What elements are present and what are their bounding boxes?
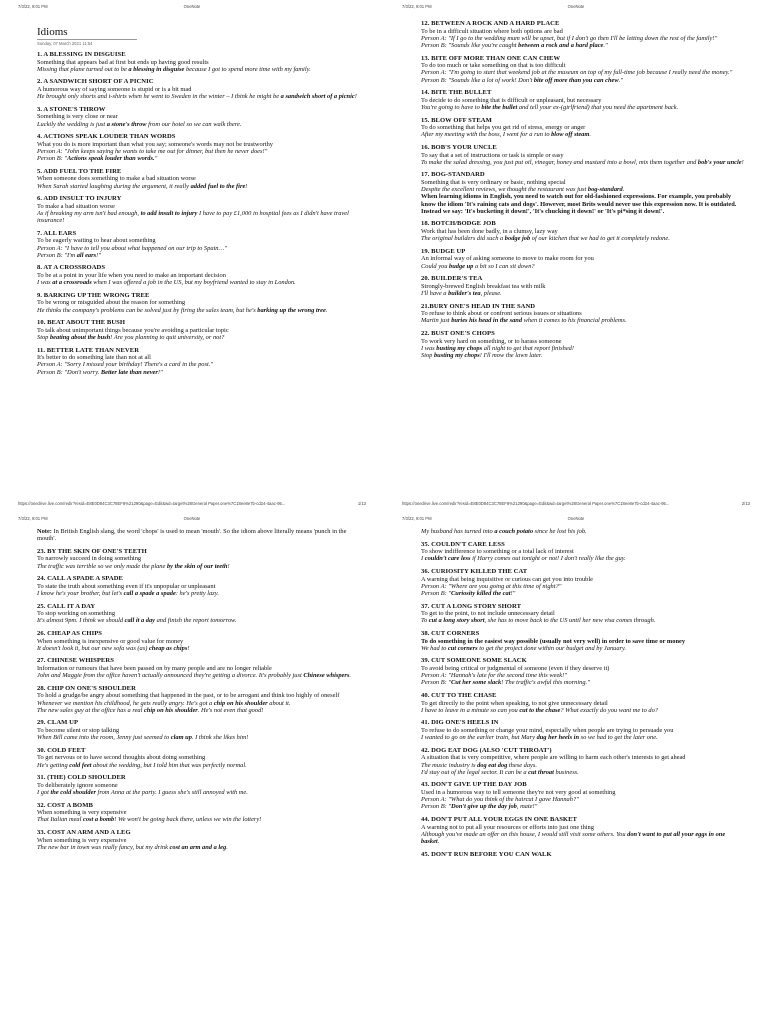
- idiom-entry: [421, 781, 744, 810]
- idiom-definition: It's better to do something late than not at all: [37, 354, 151, 362]
- idiom-example: After my meeting with the boss, I went for a run to blow off steam.: [421, 131, 591, 139]
- header-app-name: OneNote: [183, 516, 201, 521]
- idiom-example: You're going to have to bite the bullet and tell your ex-(girlfriend) that you need the apartment back.: [421, 103, 679, 111]
- idiom-definition: To be at a point in your life when you need to make an important decision: [37, 271, 226, 279]
- idiom-example: It's almost 9pm. I think we should call it a day and finish the report tomorrow.: [37, 617, 237, 625]
- idiom-definition: To decide to do something that is difficult or unpleasant, but necessary: [421, 96, 602, 104]
- idiom-entry: [37, 829, 360, 851]
- idiom-entry: [37, 347, 360, 376]
- idiom-definition: To deliberately ignore someone: [37, 781, 118, 789]
- title-divider: [37, 39, 137, 40]
- idiom-example: I got the cold shoulder from Anna at the party. I guess she's still annoyed with me.: [37, 788, 248, 796]
- idiom-list: [421, 20, 744, 359]
- idiom-example: I couldn't care less if Harry comes out tonight or not! I don't really like the guy.: [421, 555, 626, 563]
- idiom-entry: [37, 657, 360, 679]
- idiom-definition: To narrowly succeed in doing something: [37, 555, 142, 563]
- idiom-example: When Sarah started laughing during the argument, it really added fuel to the fire!: [37, 182, 248, 190]
- idiom-heading: 14. BITE THE BULLET: [421, 89, 492, 97]
- idiom-definition: To refuse to do something or change your mind, especially when people are trying to persuade you: [421, 726, 674, 734]
- note-paragraph: [37, 528, 360, 542]
- idiom-heading: 12. BETWEEN A ROCK AND A HARD PLACE: [421, 20, 560, 27]
- idiom-definition: Information or rumours that have been passed on by many people and are no longer reliable: [37, 664, 272, 672]
- idiom-example: Although you've made an offer on this house, I would still visit some others. You don't want to put all your eggs in one basket.: [421, 830, 726, 845]
- idiom-entry: [421, 303, 744, 325]
- idiom-entry: [421, 248, 744, 270]
- idiom-entry: [421, 747, 744, 776]
- idiom-definition: To state the truth about something even if it's unpopular or unpleasant: [37, 582, 216, 590]
- idiom-heading: 15. BLOW OFF STEAM: [421, 116, 492, 124]
- idiom-heading: 43. DON'T GIVE UP THE DAY JOB: [421, 781, 527, 789]
- idiom-example: The music industry is dog eat dog these days. I'd stay out of the legal sector. It can be a cut throat business.: [421, 761, 579, 776]
- note-text: In British English slang, the word 'chops' is used to mean 'mouth'. So the idiom above literally means 'punch in the mouth'.: [37, 528, 347, 543]
- idiom-entry: [421, 20, 744, 49]
- idiom-definition: To do something in the easiest way possible (usually not very well) in order to save time or money: [421, 637, 686, 645]
- idiom-definition: When something is inexpensive or good value for money: [37, 637, 184, 645]
- idiom-example: Person A: "If I go to the wedding mum will be upset, but if I don't go then I'll be letting down the rest of the family!" Person B: "Sounds like you're caught between a rock and a hard place.": [421, 34, 718, 49]
- idiom-heading: 42. DOG EAT DOG (ALSO 'CUT THROAT'): [421, 746, 552, 754]
- idiom-entry: [37, 719, 360, 741]
- idiom-heading: 32. COST A BOMB: [37, 801, 93, 809]
- idiom-example: Person A: "I have to tell you about what happened on our trip to Spain…" Person B: "I'm all ears!": [37, 244, 227, 259]
- header-app-name: OneNote: [567, 516, 585, 521]
- idiom-entry: [37, 133, 360, 162]
- idiom-heading: 38. CUT CORNERS: [421, 629, 480, 637]
- idiom-entry: [37, 106, 360, 128]
- idiom-heading: 35. COULDN'T CARE LESS: [421, 540, 505, 548]
- idiom-entry: [37, 548, 360, 570]
- idiom-entry: [37, 319, 360, 341]
- idiom-definition: A humorous way of saying someone is stupid or is a bit mad: [37, 85, 192, 93]
- idiom-definition: To get to the point, to not include unnecessary detail: [421, 610, 555, 618]
- idiom-entry: [421, 719, 744, 741]
- document-page-1: [0, 0, 384, 512]
- idiom-heading: 40. CUT TO THE CHASE: [421, 691, 497, 699]
- idiom-entry: [37, 774, 360, 796]
- idiom-entry: [37, 168, 360, 190]
- idiom-list: [421, 528, 744, 858]
- idiom-example: That Italian meal cost a bomb! We won't be going back there, unless we win the lottery!: [37, 816, 262, 824]
- idiom-heading: 22. BUST ONE'S CHOPS: [421, 329, 495, 337]
- idiom-definition: To get nervous or to have second thoughts about doing something: [37, 754, 206, 762]
- idiom-list: [37, 528, 360, 851]
- idiom-entry: [37, 51, 360, 73]
- idiom-definition: Used in a humorous way to tell someone they're not very good at something: [421, 788, 616, 796]
- idiom-example: He thinks the company's problems can be solved just by firing the sales team, but he's barking up the wrong tree.: [37, 306, 328, 314]
- idiom-definition: Something that appears bad at first but ends up having good results: [37, 58, 209, 66]
- idiom-heading: 6. ADD INSULT TO INJURY: [37, 195, 122, 203]
- idiom-entry: [37, 630, 360, 652]
- idiom-entry: [37, 78, 360, 100]
- idiom-example: I'll have a builder's tea, please.: [421, 289, 502, 297]
- idiom-example: As if breaking my arm isn't bad enough, to add insult to injury I have to pay £1,000 in hospital fees as I didn't have travel insurance!: [37, 209, 349, 225]
- idiom-example: We had to cut corners to get the project done within our budget and by January.: [421, 644, 627, 652]
- idiom-definition: A warning not to put all your resources or efforts into just one thing: [421, 823, 594, 831]
- idiom-heading: 17. BOG-STANDARD: [421, 171, 485, 179]
- page-date: Sunday, 07 March 2021 11:54: [37, 41, 93, 46]
- document-page-2: [384, 0, 768, 512]
- page-footer: [18, 501, 366, 507]
- idiom-example: My husband has turned into a couch potato since he lost his job.: [421, 528, 587, 535]
- document-page-4: [384, 512, 768, 1024]
- idiom-entry: [37, 747, 360, 769]
- header-datetime: 7/3/22, 9:01 PM: [18, 4, 48, 9]
- idiom-list: [37, 51, 360, 376]
- header-app-name: OneNote: [183, 4, 201, 9]
- idiom-definition: Something is very close or near: [37, 113, 118, 121]
- idiom-entry: [421, 144, 744, 166]
- page-footer: [402, 501, 750, 507]
- idiom-example: The new bar in town was really fancy, but my drink cost an arm and a leg.: [37, 843, 228, 851]
- page-header: [402, 4, 750, 10]
- idiom-definition: A situation that is very competitive, where people are willing to harm each other's interests to get ahead: [421, 754, 686, 762]
- page-title: Idioms: [37, 26, 68, 38]
- idiom-entry: [421, 55, 744, 84]
- idiom-heading: 30. COLD FEET: [37, 746, 86, 754]
- idiom-example: Person A: "Hannah's late for the second time this week!" Person B: "Cut her some slack! The traffic's awful this morning.": [421, 672, 590, 687]
- footer-page-number: 1/13: [357, 501, 366, 506]
- idiom-heading: 39. CUT SOMEONE SOME SLACK: [421, 657, 527, 665]
- idiom-entry: [421, 528, 744, 535]
- idiom-heading: 29. CLAM UP: [37, 719, 79, 727]
- idiom-heading: 11. BETTER LATE THAN NEVER: [37, 346, 140, 354]
- idiom-entry: [37, 264, 360, 286]
- idiom-heading: 5. ADD FUEL TO THE FIRE: [37, 167, 122, 175]
- header-app-name: OneNote: [567, 4, 585, 9]
- page-content: [37, 528, 360, 856]
- idiom-definition: To stop working on something: [37, 610, 116, 618]
- idiom-example: Whenever we mention his childhood, he gets really angry. He's got a chip on his shoulder about it. The new sales guy at the office has a real chip on his shoulder. He's not even that good!: [37, 699, 291, 714]
- idiom-entry: [37, 802, 360, 824]
- idiom-entry: [421, 630, 744, 652]
- idiom-example: Luckily the wedding is just a stone's throw from our hotel so we can walk there.: [37, 120, 242, 128]
- idiom-heading: 41. DIG ONE'S HEELS IN: [421, 719, 499, 727]
- idiom-example: Missing that plane turned out to be a blessing in disguise because I got to spend more time with my family.: [37, 65, 311, 73]
- note-label: Note:: [37, 528, 52, 535]
- idiom-entry: [421, 657, 744, 686]
- idiom-heading: 3. A STONE'S THROW: [37, 105, 106, 113]
- idiom-entry: [37, 575, 360, 597]
- idiom-heading: 23. BY THE SKIN OF ONE'S TEETH: [37, 547, 147, 555]
- page-content: [421, 528, 744, 864]
- idiom-entry: [37, 685, 360, 714]
- idiom-heading: 21.BURY ONE'S HEAD IN THE SAND: [421, 302, 536, 310]
- idiom-heading: 25. CALL IT A DAY: [37, 602, 96, 610]
- idiom-entry: [421, 89, 744, 111]
- idiom-example: When Bill came into the room, Jenny just seemed to clam up. I think she likes him!: [37, 734, 249, 742]
- footer-url-link[interactable]: https://onedrive.live.com/redir?resid=E8E0D84C3C78EF8%21290&page=Edit&wd=target%28General Paper.one%7C18ee8e7b-cd24-4aac-95...: [18, 501, 286, 506]
- idiom-definition: Strongly-brewed English breakfast tea with milk: [421, 282, 546, 290]
- idiom-definition: To be in a difficult situation where both options are bad: [421, 27, 563, 35]
- idiom-definition: When something is very expensive: [37, 809, 127, 817]
- idiom-definition: Work that has been done badly, in a clumsy, lazy way: [421, 227, 558, 235]
- idiom-example: It doesn't look it, but our new sofa was (as) cheap as chips!: [37, 644, 190, 652]
- idiom-heading: 45. DON'T RUN BEFORE YOU CAN WALK: [421, 850, 552, 858]
- idiom-example: Could you budge up a bit so I can sit down?: [421, 262, 535, 270]
- page-header: [18, 516, 366, 522]
- idiom-definition: To become silent or stop talking: [37, 726, 120, 734]
- idiom-entry: [421, 330, 744, 359]
- idiom-entry: [421, 275, 744, 297]
- idiom-heading: 44. DON'T PUT ALL YOUR EGGS IN ONE BASKET: [421, 815, 578, 823]
- idiom-heading: 7. ALL EARS: [37, 229, 77, 237]
- idiom-example: Martin just buries his head in the sand when it comes to his financial problems.: [421, 317, 627, 325]
- idiom-entry: [421, 541, 744, 563]
- idiom-heading: 4. ACTIONS SPEAK LOUDER THAN WORDS: [37, 133, 176, 141]
- idiom-heading: 24. CALL A SPADE A SPADE: [37, 575, 123, 583]
- idiom-entry: [37, 195, 360, 224]
- idiom-entry: [421, 568, 744, 597]
- idiom-example: I know he's your brother, but let's call a spade a spade: he's pretty lazy.: [37, 589, 219, 597]
- idiom-entry: [37, 528, 360, 542]
- idiom-definition: To be wrong or misguided about the reason for something: [37, 299, 186, 307]
- idiom-heading: 10. BEAT ABOUT THE BUSH: [37, 319, 126, 327]
- idiom-definition: To avoid being critical or judgmental of someone (even if they deserve it): [421, 664, 610, 672]
- idiom-extra-note: When learning idioms in English, you need to watch out for old-fashioned expressions. For example, you probably know the idiom 'It's raining cats and dogs'. However, most Brits would never use this expression now. It is outdated. Instead we say: 'It's bucketing it down!', 'It's chucking it down!' or 'It's pi*sing it down!'.: [421, 193, 737, 215]
- idiom-heading: 28. CHIP ON ONE'S SHOULDER: [37, 684, 136, 692]
- header-datetime: 7/3/22, 9:01 PM: [402, 516, 432, 521]
- idiom-example: I have to leave in a minute so can you cut to the chase? What exactly do you want me to do?: [421, 706, 658, 714]
- page-content: [421, 20, 744, 365]
- idiom-heading: 13. BITE OFF MORE THAN ONE CAN CHEW: [421, 54, 561, 62]
- idiom-example: I was at a crossroads when I was offered a job in the US, but my boyfriend wanted to stay in London.: [37, 279, 296, 287]
- idiom-definition: To do something that helps you get rid of stress, energy or anger: [421, 124, 586, 132]
- idiom-entry: [421, 603, 744, 625]
- idiom-definition: When something is very expensive: [37, 836, 127, 844]
- idiom-example: Person A: "What do you think of the haircut I gave Hannah?" Person B: "Don't give up the day job, mate!": [421, 796, 579, 811]
- idiom-example: The traffic was terrible so we only made the plane by the skin of our teeth!: [37, 562, 230, 570]
- idiom-example: Person A: "I'm going to start that weekend job at the museum on top of my full-time job because I really need the money." Person B: "Sounds like a lot of work! Don't bite off more than you can chew.": [421, 69, 733, 84]
- idiom-heading: 1. A BLESSING IN DISGUISE: [37, 51, 126, 58]
- idiom-definition: A warning that being inquisitive or curious can get you into trouble: [421, 575, 593, 583]
- page-header: [18, 4, 366, 10]
- idiom-definition: Something that is very ordinary or basic, nothing special: [421, 178, 566, 186]
- idiom-entry: [421, 171, 744, 215]
- idiom-definition: To make a bad situation worse: [37, 202, 115, 210]
- idiom-definition: To say that a set of instructions or task is simple or easy: [421, 151, 564, 159]
- document-page-3: [0, 512, 384, 1024]
- idiom-entry: [37, 230, 360, 259]
- idiom-definition: To get directly to the point when speaking, to not give unnecessary detail: [421, 699, 608, 707]
- idiom-heading: 31. (THE) COLD SHOULDER: [37, 774, 126, 782]
- header-datetime: 7/3/22, 9:01 PM: [18, 516, 48, 521]
- header-datetime: 7/3/22, 9:01 PM: [402, 4, 432, 9]
- idiom-entry: [421, 117, 744, 139]
- idiom-example: I wanted to go on the earlier train, but Mary dug her heels in so we had to get the later one.: [421, 734, 658, 742]
- idiom-definition: An informal way of asking someone to move to make room for you: [421, 255, 594, 263]
- idiom-example: To cut a long story short, she has to move back to the US until her new visa comes through.: [421, 617, 656, 625]
- idiom-entry: [421, 220, 744, 242]
- idiom-example: I was busting my chops all night to get that report finished! Stop busting my chops! I'll mow the lawn later.: [421, 344, 574, 359]
- idiom-heading: 19. BUDGE UP: [421, 247, 466, 255]
- idiom-definition: To show indifference to something or a total lack of interest: [421, 548, 574, 556]
- idiom-entry: [421, 816, 744, 845]
- idiom-definition: To refuse to think about or confront serious issues or situations: [421, 310, 582, 318]
- idiom-definition: To hold a grudge/be angry about something that happened in the past, or to be arrogant and think too highly of oneself: [37, 692, 340, 700]
- idiom-definition: To work very hard on something, or to harass someone: [421, 337, 562, 345]
- idiom-example: To make the salad dressing, you just put oil, vinegar, honey and mustard into a bowl, mix them together and bob's your uncle!: [421, 158, 744, 166]
- idiom-heading: 33. COST AN ARM AND A LEG: [37, 828, 131, 836]
- idiom-heading: 36. CURIOSITY KILLED THE CAT: [421, 567, 528, 575]
- idiom-example: Person A: "Where are you going at this time of night?" Person B: "Curiosity killed the cat!": [421, 582, 562, 597]
- idiom-heading: 9. BARKING UP THE WRONG TREE: [37, 291, 150, 299]
- idiom-heading: 20. BUILDER'S TEA: [421, 275, 483, 283]
- idiom-definition: To do too much or take something on that is too difficult: [421, 62, 566, 70]
- idiom-entry: [37, 292, 360, 314]
- footer-page-number: 2/13: [741, 501, 750, 506]
- footer-url-link[interactable]: https://onedrive.live.com/redir?resid=E8E0D84C3C78EF8%21290&page=Edit&wd=target%28General Paper.one%7C18ee8e7b-cd24-4aac-95...: [402, 501, 670, 506]
- idiom-example: Person A: "John keeps saying he wants to take me out for dinner, but then he never does!" Person B: "Actions speak louder than words.": [37, 147, 268, 163]
- idiom-example: Despite the excellent reviews, we thought the restaurant was just bog-standard.: [421, 186, 625, 194]
- idiom-entry: [421, 692, 744, 714]
- idiom-heading: 8. AT A CROSSROADS: [37, 264, 106, 272]
- page-header: [402, 516, 750, 522]
- idiom-heading: 2. A SANDWICH SHORT OF A PICNIC: [37, 78, 154, 86]
- idiom-example: The original builders did such a bodge job of our kitchen that we had to get it completely redone.: [421, 235, 670, 243]
- idiom-definition: What you do is more important than what you say; someone's words may not be trustworthy: [37, 140, 273, 148]
- idiom-heading: 26. CHEAP AS CHIPS: [37, 629, 103, 637]
- idiom-definition: To talk about unimportant things because you're avoiding a particular topic: [37, 326, 229, 334]
- idiom-example: He's getting cold feet about the wedding, but I told him that was perfectly normal.: [37, 761, 247, 769]
- idiom-example: Stop beating about the bush! Are you planning to quit university, or not?: [37, 333, 225, 341]
- idiom-example: Person A: "Sorry I missed your birthday! There's a card in the post." Person B: "Don't worry. Better late than never!": [37, 361, 214, 376]
- idiom-heading: 18. BOTCH/BODGE JOB: [421, 220, 496, 228]
- idiom-example: John and Maggie from the office haven't actually announced they're getting a divorce. It's probably just Chinese whispers.: [37, 672, 351, 680]
- idiom-entry: [37, 603, 360, 625]
- idiom-entry: [421, 851, 744, 859]
- idiom-heading: 16. BOB'S YOUR UNCLE: [421, 143, 497, 151]
- idiom-definition: To be eagerly waiting to hear about something: [37, 237, 156, 245]
- page-content: [37, 26, 360, 381]
- idiom-definition: When someone does something to make a bad situation worse: [37, 175, 196, 183]
- idiom-heading: 27. CHINESE WHISPERS: [37, 657, 114, 665]
- idiom-example: He brought only shorts and t-shirts when he went to Sweden in the winter – I think he might be a sandwich short of a picnic!: [37, 93, 357, 101]
- idiom-heading: 37. CUT A LONG STORY SHORT: [421, 602, 522, 610]
